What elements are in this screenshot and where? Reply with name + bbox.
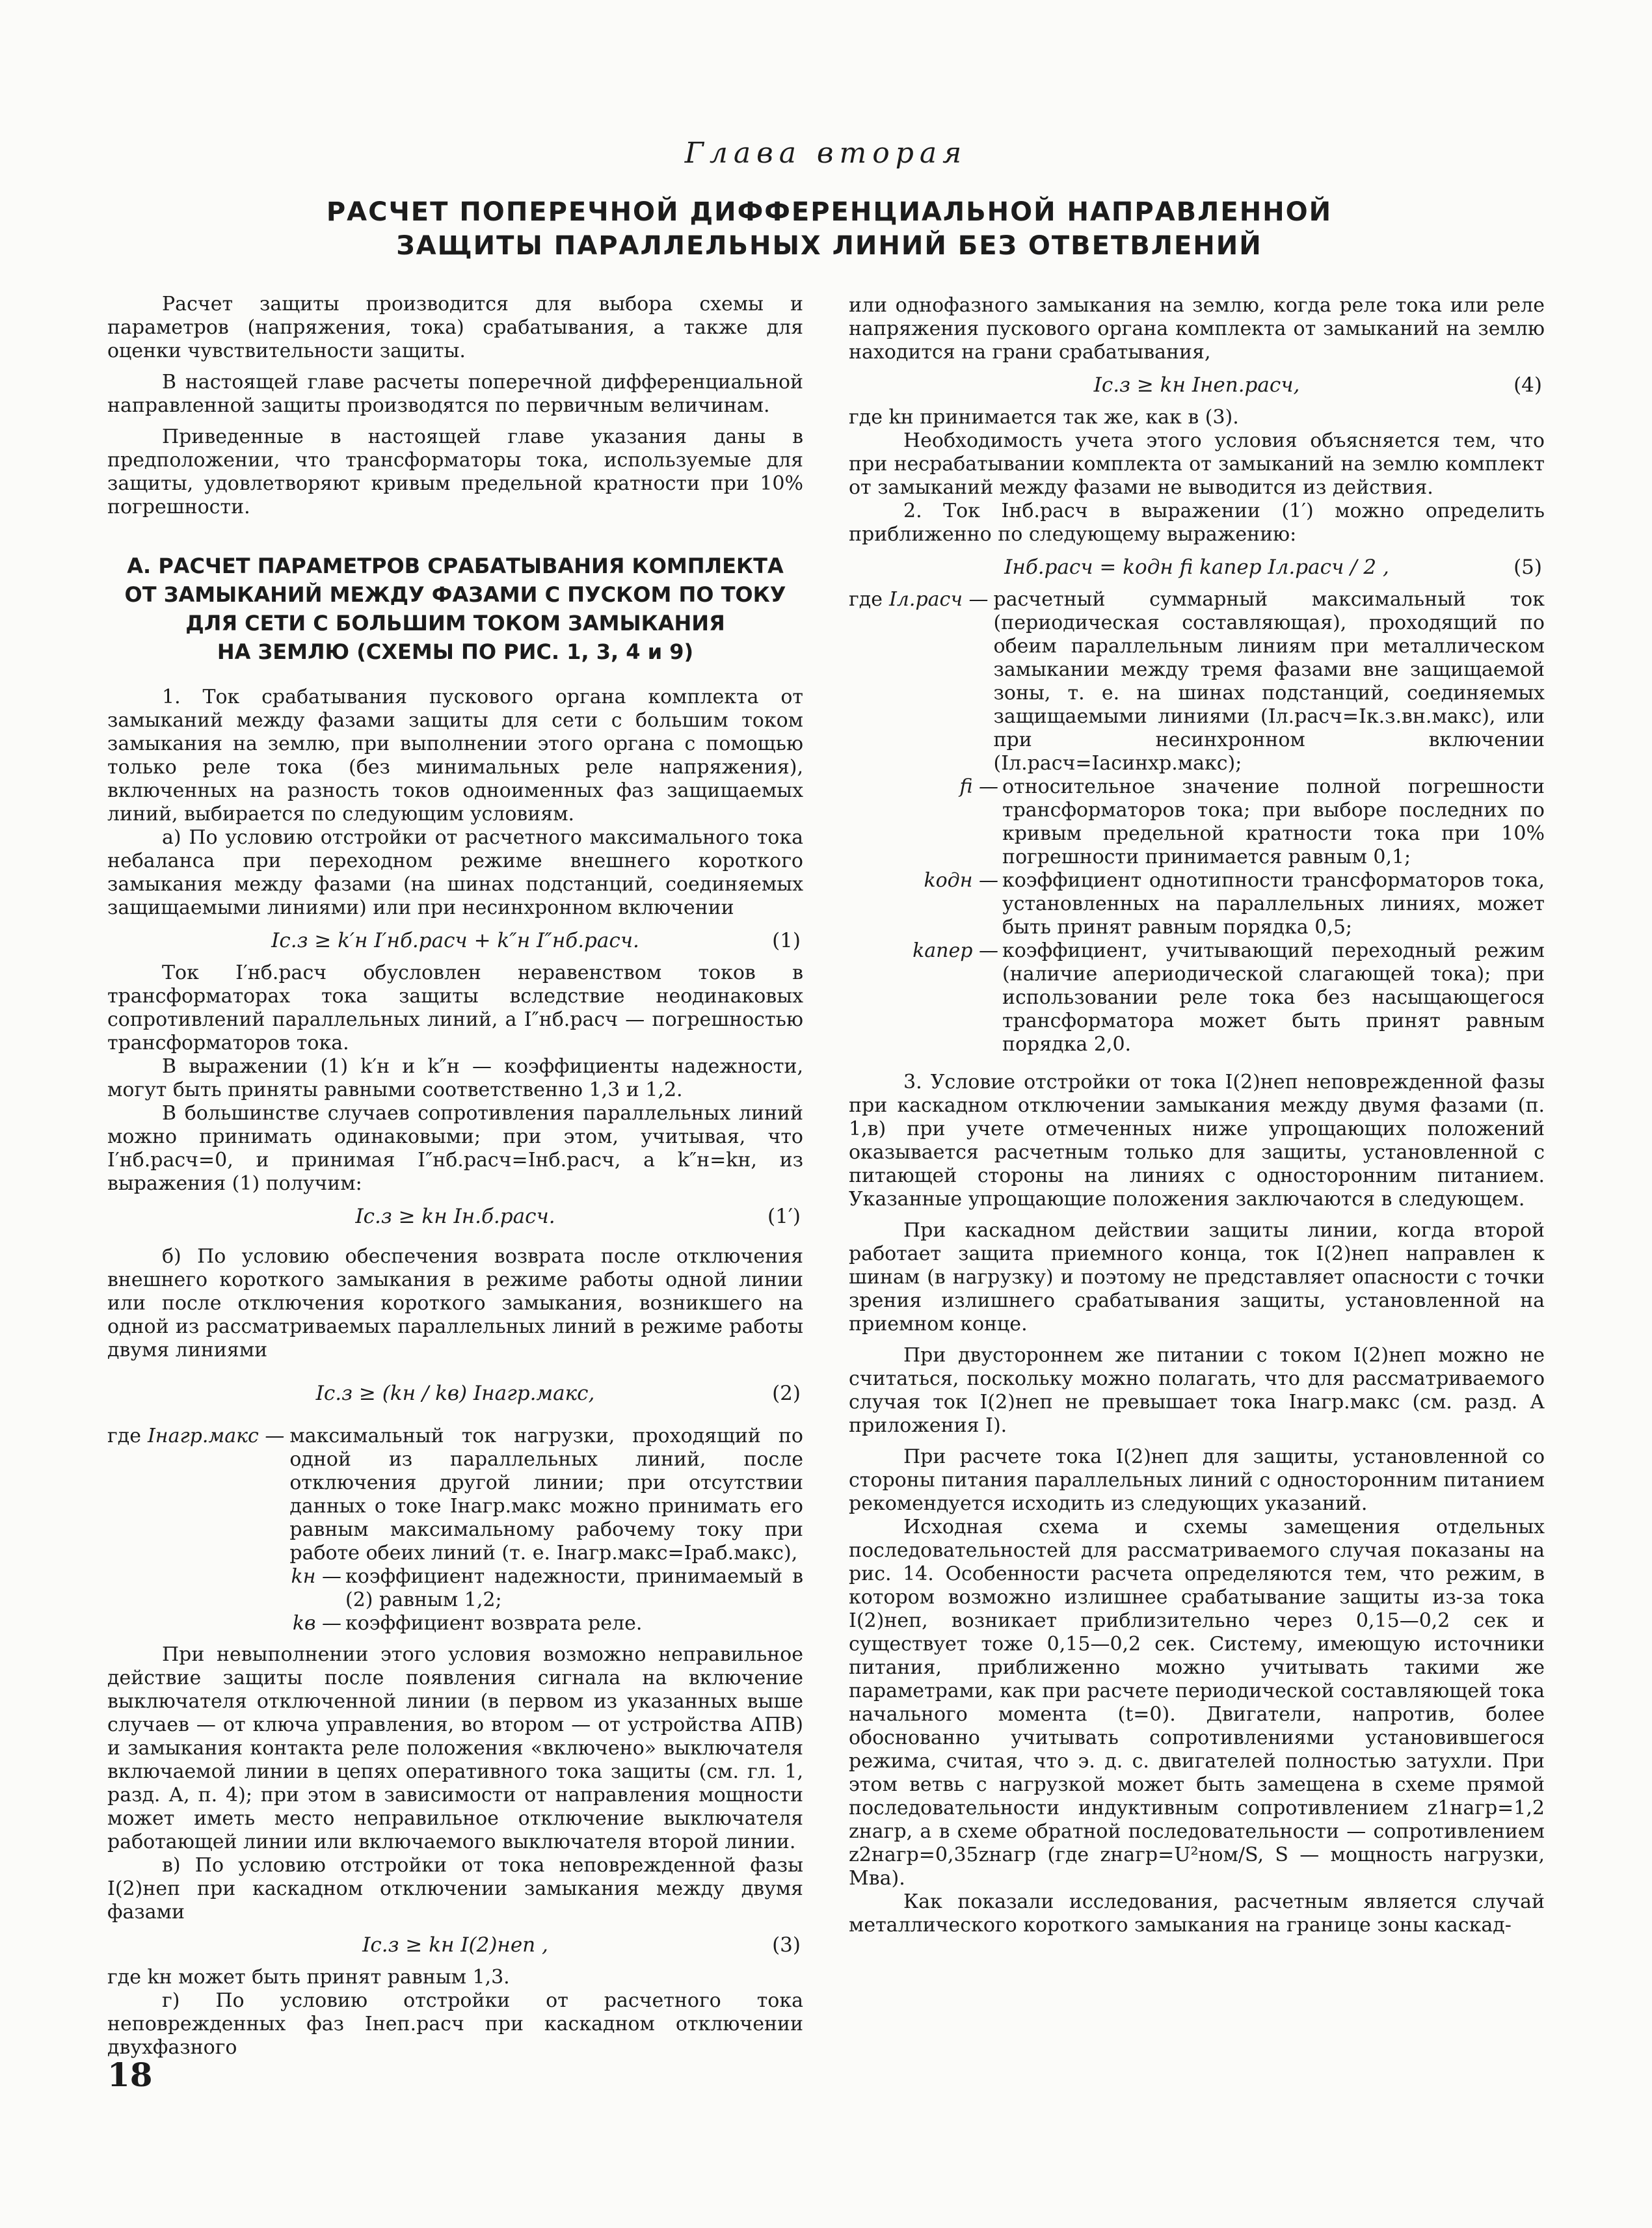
definition-label: kапер —: [913, 939, 998, 962]
paragraph: В большинстве случаев сопротивления параллельных линий можно принимать одинаковыми; при этом, учитывая, что I′нб.расч=0, и принимая I″нб.расч=Iнб.расч, а k″н=kн, из выражения (1) получим:: [107, 1102, 803, 1195]
section-heading-line: НА ЗЕМЛЮ (СХЕМЫ ПО РИС. 1, 3, 4 и 9): [217, 639, 694, 664]
paragraph: Ток I′нб.расч обусловлен неравенством токов в трансформаторах тока защиты вследствие неодинаковых сопротивлений параллельных линий, а I″нб.расч — погрешностью трансформаторов тока.: [107, 961, 803, 1054]
definition-label: Iнагр.макс —: [147, 1425, 285, 1447]
definition-row: [849, 939, 1545, 1056]
equation-number: (4): [1513, 373, 1542, 397]
definition-text: коэффициент, учитывающий переходный режим (наличие апериодической слагающей тока); при использовании реле тока без насыщающегося трансформатора может быть принят равным порядка 2,0.: [1002, 939, 1545, 1056]
definition-row: [849, 775, 1545, 869]
formula-5: [849, 546, 1545, 588]
paragraph: Исходная схема и схемы замещения отдельных последовательностей для рассматриваемого случая показаны на рис. 14. Особенности расчета определяются тем, что режим, в котором возможно излишнее срабатывание защиты из-за тока I(2)неп, возникает приблизительно через 0,15—0,2 сек и существует тоже 0,15—0,2 сек. Систему, имеющую источники питания, приближенно можно учитывать такими же параметрами, как при расчете периодической составляющей тока начального момента (t=0). Двигатели, напротив, более обоснованно учитывать сопротивлениями установившегося режима, считая, что э. д. с. двигателей полностью затухли. При этом ветвь с нагрузкой может быть замещена в схеме прямой последовательности индуктивным сопротивлением z1нагр=1,2 zнагр, а в схеме обратной последовательности — сопротивлением z2нагр=0,35zнагр (где zнагр=U²ном/S, S — мощность нагрузки, Мва).: [849, 1516, 1545, 1890]
formula-expression: Iнб.расч = kодн fi kапер Iл.расч / 2 ,: [1004, 556, 1389, 579]
paragraph: в) По условию отстройки от тока неповрежденной фазы I(2)неп при каскадном отключении замыкания между двумя фазами: [107, 1854, 803, 1924]
definition-text: коэффициент надежности, принимаемый в (2) равным 1,2;: [345, 1565, 803, 1611]
paragraph: 2. Ток Iнб.расч в выражении (1′) можно определить приближенно по следующему выражению:: [849, 500, 1545, 546]
formula-1: [107, 920, 803, 961]
definition-label: fi —: [959, 775, 998, 798]
section-heading-line: А. РАСЧЕТ ПАРАМЕТРОВ СРАБАТЫВАНИЯ КОМПЛЕКТА: [127, 554, 784, 578]
equation-number: (2): [772, 1382, 801, 1405]
definition-text: коэффициент однотипности трансформаторов тока, установленных на параллельных линиях, может быть принят равным порядка 0,5;: [1002, 869, 1545, 939]
where-word: где: [849, 588, 883, 611]
formula-1-prime: [107, 1196, 803, 1237]
title-line: РАСЧЕТ ПОПЕРЕЧНОЙ ДИФФЕРЕНЦИАЛЬНОЙ НАПРАВЛЕННОЙ: [326, 197, 1333, 227]
formula-expression: Iс.з ≥ kн Iн.б.расч.: [355, 1205, 555, 1228]
formula-3: [107, 1924, 803, 1966]
paragraph: Расчет защиты производится для выбора схемы и параметров (напряжения, тока) срабатывания, а также для оценки чувствительности защиты.: [107, 293, 803, 362]
equation-number: (3): [772, 1933, 801, 1957]
paragraph: В выражении (1) k′н и k″н — коэффициенты надежности, могут быть приняты равными соответственно 1,3 и 1,2.: [107, 1055, 803, 1101]
paragraph: а) По условию отстройки от расчетного максимального тока небаланса при переходном режиме внешнего короткого замыкания между фазами (на шинах подстанций, соединяемых защищаемыми линиями) или при несинхронном включении: [107, 826, 803, 919]
left-column: [107, 293, 803, 2060]
equation-number: (5): [1513, 556, 1542, 579]
paragraph: При двустороннем же питании с током I(2)неп можно не считаться, поскольку можно полагать, что для рассматриваемого случая ток I(2)неп не превышает тока Iнагр.макс (см. разд. А приложения I).: [849, 1344, 1545, 1437]
equation-number: (1): [772, 929, 801, 952]
paragraph: При каскадном действии защиты линии, когда второй работает защита приемного конца, ток I(2)неп направлен к шинам (в нагрузку) и поэтому не представляет опасности с точки зрения излишнего срабатывания защиты, установленной на приемном конце.: [849, 1219, 1545, 1335]
definition-row: [107, 1425, 803, 1565]
definition-label: kв —: [292, 1612, 341, 1635]
paragraph: Приведенные в настоящей главе указания даны в предположении, что трансформаторы тока, используемые для защиты, удовлетворяют кривым предельной кратности при 10% погрешности.: [107, 425, 803, 518]
paragraph: Необходимость учета этого условия объясняется тем, что при несрабатывании комплекта от замыканий на землю комплект от замыканий между фазами не выводится из действия.: [849, 429, 1545, 499]
definition-text: максимальный ток нагрузки, проходящий по одной из параллельных линий, после отключения другой линии; при отсутствии данных о токе Iнагр.макс можно принимать его равным максимальному рабочему току при работе обеих линий (т. е. Iнагр.макс=Iраб.макс),: [289, 1425, 803, 1564]
paragraph: 1. Ток срабатывания пускового органа комплекта от замыканий между фазами защиты для сети с большим током замыкания на землю, при выполнении этого органа с помощью только реле тока (без минимальных реле напряжения), включенных на разность токов одноименных фаз защищаемых линий, выбирается по следующим условиям.: [107, 686, 803, 825]
title-line: ЗАЩИТЫ ПАРАЛЛЕЛЬНЫХ ЛИНИЙ БЕЗ ОТВЕТВЛЕНИЙ: [396, 231, 1262, 261]
formula-expression: Iс.з ≥ (kн / kв) Iнагр.макс,: [315, 1382, 595, 1405]
definition-label: kодн —: [924, 869, 998, 892]
chapter-heading: Глава вторая: [684, 137, 968, 170]
paragraph: г) По условию отстройки от расчетного тока неповрежденных фаз Iнеп.расч при каскадном отключении двухфазного: [107, 1989, 803, 2059]
section-heading-line: ОТ ЗАМЫКАНИЙ МЕЖДУ ФАЗАМИ С ПУСКОМ ПО ТОКУ: [124, 582, 786, 607]
definition-row: [849, 869, 1545, 939]
section-heading-line: ДЛЯ СЕТИ С БОЛЬШИМ ТОКОМ ЗАМЫКАНИЯ: [185, 611, 725, 636]
formula-expression: Iс.з ≥ k′н I′нб.расч + k″н I″нб.расч.: [271, 929, 639, 952]
definition-text: коэффициент возврата реле.: [345, 1612, 643, 1635]
chapter-title: [195, 195, 1463, 263]
formula-4: [849, 364, 1545, 406]
equation-number: (1′): [767, 1205, 801, 1228]
definition-label: kн —: [291, 1565, 341, 1588]
paragraph: б) По условию обеспечения возврата после отключения внешнего короткого замыкания в режиме работы одной линии или после отключения короткого замыкания, возникшего на одной из рассматриваемых параллельных линий в режиме работы двумя линиями: [107, 1245, 803, 1362]
paragraph: где kн принимается так же, как в (3).: [849, 406, 1239, 429]
paragraph: При невыполнении этого условия возможно неправильное действие защиты после появления сигнала на включение выключателя отключенной линии (в первом из указанных выше случаев — от ключа управления, во втором — от устройства АПВ) и замыкания контакта реле положения «включено» выключателя включаемой линии в цепях оперативного тока защиты (см. гл. 1, разд. А, п. 4); при этом в зависимости от направления мощности может иметь место неправильное отключение выключателя работающей линии или включаемого выключателя второй линии.: [107, 1643, 803, 1853]
definition-row: [107, 1565, 803, 1612]
paragraph: Как показали исследования, расчетным является случай металлического короткого замыкания на границе зоны каскад-: [849, 1890, 1545, 1937]
formula-2: [107, 1362, 803, 1425]
section-heading-a: [107, 552, 803, 666]
definition-text: относительное значение полной погрешности трансформаторов тока; при выборе последних по кривым предельной кратности тока при 10% погрешности принимается равным 0,1;: [1002, 775, 1545, 868]
paragraph: 3. Условие отстройки от тока I(2)неп неповрежденной фазы при каскадном отключении замыкания между двумя фазами (п. 1,в) при учете отмеченных ниже упрощающих положений оказывается расчетным только для защиты, установленной с питающей стороны на линиях с односторонним питанием. Указанные упрощающие положения заключаются в следующем.: [849, 1071, 1545, 1211]
definition-row: [107, 1612, 803, 1635]
paragraph: В настоящей главе расчеты поперечной дифференциальной направленной защиты производятся по первичным величинам.: [107, 371, 803, 417]
definition-label: Iл.расч —: [888, 588, 989, 611]
formula-expression: Iс.з ≥ kн Iнеп.расч,: [1093, 373, 1300, 397]
where-word: где: [107, 1425, 141, 1447]
page-number: 18: [107, 2056, 153, 2094]
definition-row: [849, 588, 1545, 775]
paragraph: где kн может быть принят равным 1,3.: [107, 1966, 510, 1989]
paragraph: или однофазного замыкания на землю, когда реле тока или реле напряжения пускового органа комплекта от замыканий на землю находится на грани срабатывания,: [849, 294, 1545, 364]
paragraph: При расчете тока I(2)неп для защиты, установленной со стороны питания параллельных линий с односторонним питанием рекомендуется исходить из следующих указаний.: [849, 1445, 1545, 1515]
formula-expression: Iс.з ≥ kн I(2)неп ,: [362, 1933, 548, 1957]
right-column: [849, 294, 1545, 1937]
definition-text: расчетный суммарный максимальный ток (периодическая составляющая), проходящий по обеим параллельным линиям при металлическом замыкании между тремя фазами вне защищаемой зоны, т. е. на шинах подстанций, соединяемых защищаемыми линиями (Iл.расч=Iк.з.вн.макс), или при несинхронном включении (Iл.расч=Iасинхр.макс);: [993, 588, 1545, 775]
